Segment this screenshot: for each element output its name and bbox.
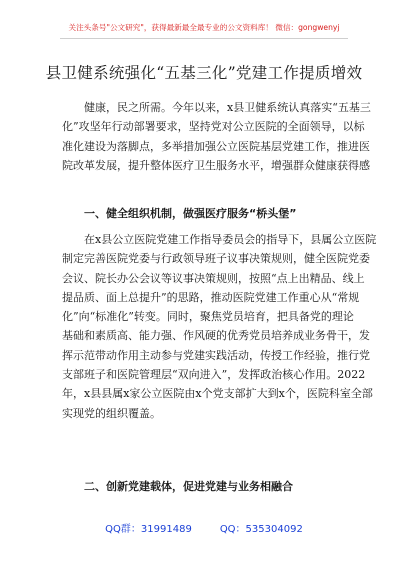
- section-heading-2: 二、创新党建载体，促进党建与业务相融合: [84, 480, 293, 493]
- paragraph-line: 制定完善医院党委与行政领导班子议事决策规则，健全医院党委: [62, 252, 370, 266]
- qq-label: QQ：535304092: [219, 524, 303, 535]
- footer-contacts: [0, 520, 408, 535]
- paragraph-line: 实现党的组织覆盖。: [62, 406, 161, 420]
- paragraph-line: 化”攻坚年行动部署要求，坚持党对公立医院的全面领导，以标: [62, 120, 365, 134]
- document-title: 县卫健系统强化“五基三化”党建工作提质增效: [45, 64, 363, 82]
- section-heading-1: 一、健全组织机制，做强医疗服务“桥头堡”: [84, 207, 297, 220]
- paragraph-line: 年，x县县属x家公立医院由x个党支部扩大到x个，医院科室全部: [62, 387, 373, 401]
- paragraph-line: 基础和素质高、能力强、作风硬的优秀党员培养成业务骨干，发: [62, 329, 370, 343]
- paragraph-line: 会议、院长办公会议等议事决策规则，按照“点上出精品、线上: [62, 271, 365, 285]
- qq-group-label: QQ群：31991489: [105, 524, 192, 535]
- paragraph-line: 化”向“标准化”转变。同时，聚焦党员培育，把具备党的理论: [62, 310, 354, 324]
- paragraph-line: 在x县公立医院党建工作指导委员会的指导下，县属公立医院: [84, 233, 377, 246]
- header-note: 关注头条号"公文研究"，获得最新最全最专业的公文资料库！ 微信：gongwenyj: [68, 23, 340, 32]
- paragraph-line: 院改革发展，提升整体医疗卫生服务水平，增强群众健康获得感: [62, 158, 370, 172]
- section-1-paragraph: [62, 231, 377, 424]
- paragraph-line: 准化建设为落脚点，多举措加强公立医院基层党建工作，推进医: [62, 139, 370, 153]
- intro-paragraph: [62, 98, 371, 175]
- paragraph-line: 健康，民之所需。今年以来，x县卫健系统认真落实“五基三: [84, 101, 371, 114]
- paragraph-line: 挥示范带动作用主动参与党建实践活动，传授工作经验，推行党: [62, 348, 370, 362]
- header-divider: [60, 38, 348, 39]
- paragraph-line: 提品质、面上总提升”的思路，推动医院党建工作重心从“常规: [62, 290, 360, 304]
- paragraph-line: 支部班子和医院管理层“双向进入”，发挥政治核心作用。2022: [62, 368, 366, 382]
